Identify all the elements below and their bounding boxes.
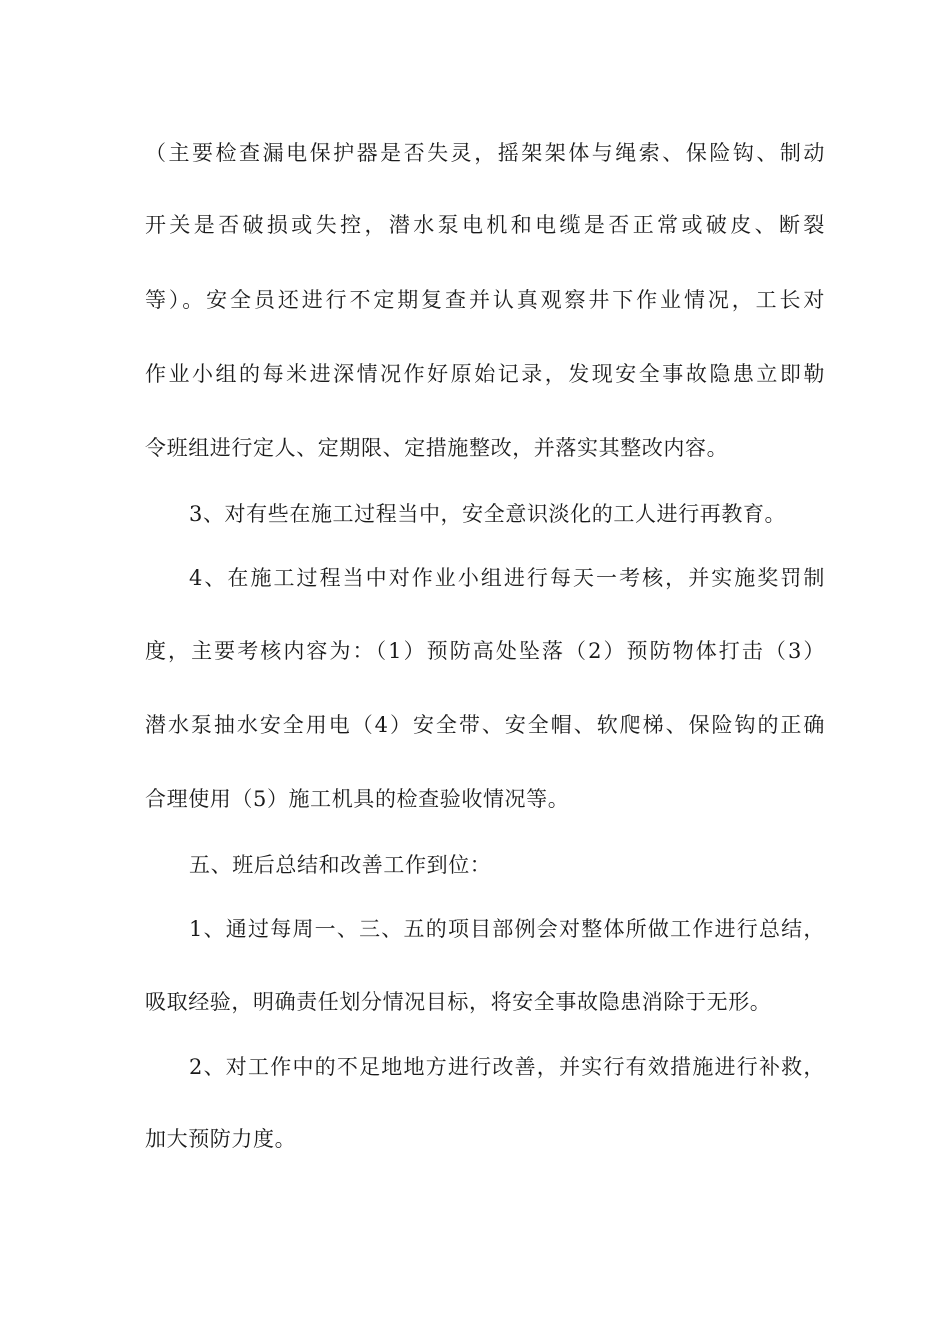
text-line: 开关是否破损或失控，潜水泵电机和电缆是否正常或破皮、断裂 (145, 213, 825, 237)
text-line: 3、对有些在施工过程当中，安全意识淡化的工人进行再教育。 (189, 502, 787, 526)
text-line: 等）。安全员还进行不定期复查并认真观察井下作业情况，工长对 (145, 288, 825, 312)
text-line: 潜水泵抽水安全用电（4）安全带、安全帽、软爬梯、保险钩的正确 (145, 713, 825, 737)
text-line: 4、在施工过程当中对作业小组进行每天一考核，并实施奖罚制 (189, 566, 825, 590)
text-line: 吸取经验，明确责任划分情况目标，将安全事故隐患消除于无形。 (145, 990, 772, 1014)
text-line: 度，主要考核内容为：（1）预防高处坠落（2）预防物体打击（3） (145, 639, 825, 663)
text-line: 1、通过每周一、三、五的项目部例会对整体所做工作进行总结， (189, 917, 825, 941)
section-heading: 五、班后总结和改善工作到位： (189, 853, 492, 877)
text-line: （主要检查漏电保护器是否失灵，摇架架体与绳索、保险钩、制动 (145, 141, 825, 165)
text-line: 加大预防力度。 (145, 1127, 297, 1151)
text-line: 令班组进行定人、定期限、定措施整改，并落实其整改内容。 (145, 436, 729, 460)
text-line: 合理使用（5）施工机具的检查验收情况等。 (145, 787, 570, 811)
text-line: 2、对工作中的不足地地方进行改善，并实行有效措施进行补救， (189, 1055, 825, 1079)
text-line: 作业小组的每米进深情况作好原始记录，发现安全事故隐患立即勒 (145, 362, 825, 386)
